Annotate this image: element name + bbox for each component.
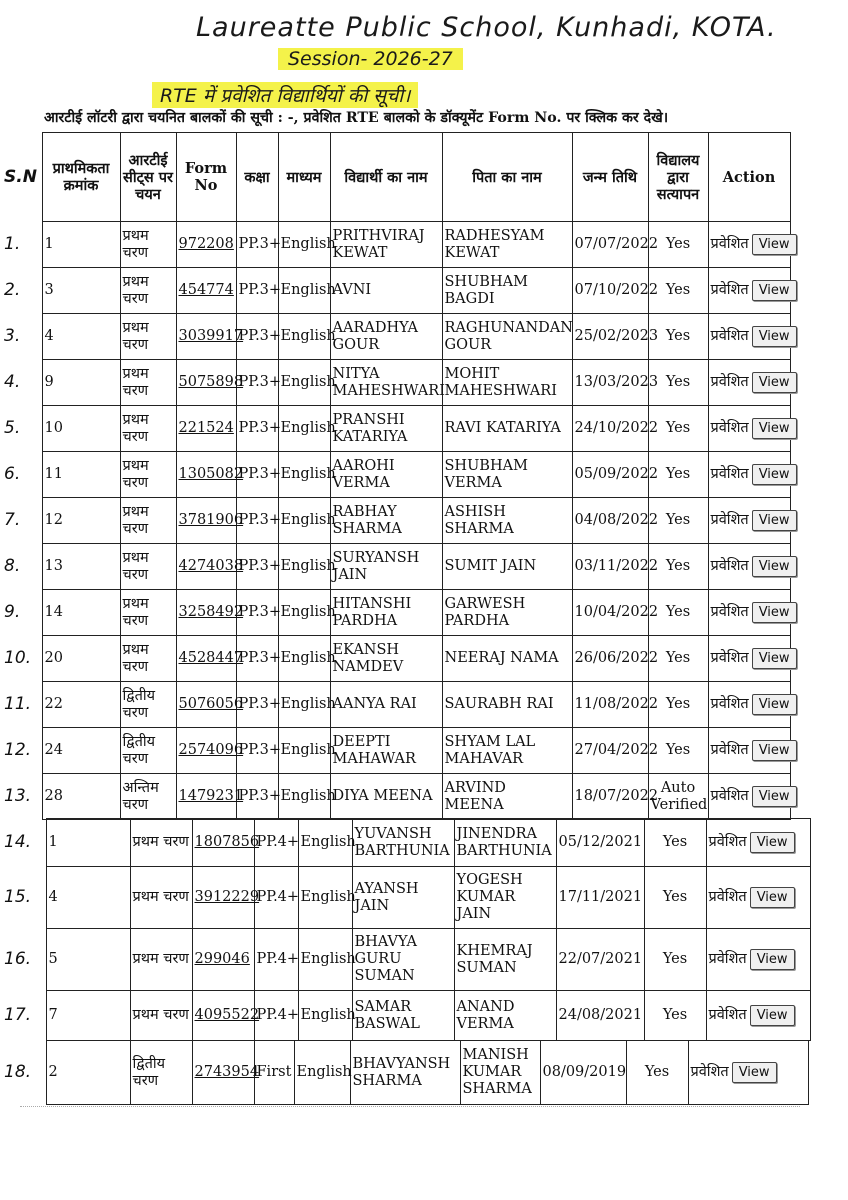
father-name: SUMIT JAIN <box>442 544 572 590</box>
table-row <box>0 991 810 1041</box>
dob-cell: 18/07/2022 <box>572 774 648 820</box>
medium-cell: English <box>278 314 330 360</box>
student-name: HITANSHI PARDHA <box>330 590 442 636</box>
table-row <box>0 867 810 929</box>
table-row <box>0 728 790 774</box>
table-header <box>0 133 790 222</box>
class-cell: PP.3+ <box>236 314 278 360</box>
medium-cell: English <box>278 544 330 590</box>
priority-cell: 4 <box>42 314 120 360</box>
seats-cell: प्रथम चरण <box>120 406 176 452</box>
medium-cell: English <box>298 991 352 1041</box>
class-cell: PP.4+ <box>254 867 298 929</box>
dob-cell: 22/07/2021 <box>556 929 644 991</box>
priority-cell: 12 <box>42 498 120 544</box>
view-button[interactable]: View <box>750 1005 795 1026</box>
class-cell: PP.3+ <box>236 222 278 268</box>
form-no-link[interactable]: 1479231 <box>176 774 236 820</box>
status-label: प्रवेशित <box>710 328 749 344</box>
seats-cell: प्रथम चरण <box>130 819 192 867</box>
action-cell <box>708 222 790 268</box>
view-button[interactable]: View <box>752 418 797 439</box>
form-no-link[interactable]: 3912229 <box>192 867 254 929</box>
verify-cell: Yes <box>648 544 708 590</box>
table-row <box>0 774 790 820</box>
class-cell: PP.3+ <box>236 774 278 820</box>
seats-cell: प्रथम चरण <box>120 268 176 314</box>
class-cell: PP.3+ <box>236 452 278 498</box>
header-seats: आरटीई सीट्स पर चयन <box>120 133 176 222</box>
form-no-link[interactable]: 1305082 <box>176 452 236 498</box>
class-cell: PP.3+ <box>236 268 278 314</box>
row-sn: 3. <box>4 326 21 346</box>
student-name: NITYA MAHESHWARI <box>330 360 442 406</box>
status-label: प्रवेशित <box>690 1064 729 1080</box>
table-body <box>0 819 810 1041</box>
verify-cell: Yes <box>644 991 706 1041</box>
view-button[interactable]: View <box>752 234 797 255</box>
action-cell <box>706 929 810 991</box>
form-no-link[interactable]: 299046 <box>192 929 254 991</box>
verify-cell: Yes <box>648 590 708 636</box>
action-cell <box>708 590 790 636</box>
footer-dotted-line <box>20 1106 800 1107</box>
table-row <box>0 819 810 867</box>
class-cell: PP.3+ <box>236 636 278 682</box>
form-no-link[interactable]: 4528447 <box>176 636 236 682</box>
verify-cell: Yes <box>644 929 706 991</box>
school-name: Laureatte Public School, Kunhadi, KOTA. <box>196 12 777 43</box>
seats-cell: प्रथम चरण <box>130 991 192 1041</box>
form-no-link[interactable]: 3039917 <box>176 314 236 360</box>
seats-cell: प्रथम चरण <box>120 452 176 498</box>
priority-cell: 3 <box>42 268 120 314</box>
student-name: DEEPTI MAHAWAR <box>330 728 442 774</box>
father-name: RAGHUNANDAN GOUR <box>442 314 572 360</box>
seats-cell: प्रथम चरण <box>120 498 176 544</box>
priority-cell: 28 <box>42 774 120 820</box>
medium-cell: English <box>298 867 352 929</box>
seats-cell: प्रथम चरण <box>120 314 176 360</box>
action-cell <box>708 544 790 590</box>
dob-cell: 13/03/2023 <box>572 360 648 406</box>
father-name: ARVIND MEENA <box>442 774 572 820</box>
row-sn: 7. <box>4 510 21 530</box>
action-cell <box>708 360 790 406</box>
medium-cell: English <box>298 819 352 867</box>
form-no-link[interactable]: 2743954 <box>192 1041 254 1105</box>
verify-cell: Yes <box>648 268 708 314</box>
status-label: प्रवेशित <box>710 650 749 666</box>
father-name: NEERAJ NAMA <box>442 636 572 682</box>
action-cell <box>708 268 790 314</box>
medium-cell: English <box>278 728 330 774</box>
rte-table-pp4 <box>0 818 811 1041</box>
seats-cell: द्वितीय चरण <box>130 1041 192 1105</box>
class-cell: First <box>254 1041 294 1105</box>
action-cell <box>706 991 810 1041</box>
seats-cell: प्रथम चरण <box>120 222 176 268</box>
medium-cell: English <box>278 498 330 544</box>
view-button[interactable]: View <box>752 556 797 577</box>
student-name: AAROHI VERMA <box>330 452 442 498</box>
medium-cell: English <box>278 452 330 498</box>
form-no-link[interactable]: 5076056 <box>176 682 236 728</box>
form-no-link[interactable]: 2574096 <box>176 728 236 774</box>
class-cell: PP.3+ <box>236 682 278 728</box>
form-no-link[interactable]: 221524 <box>176 406 236 452</box>
verify-cell: Yes <box>648 682 708 728</box>
row-sn: 1. <box>4 234 21 254</box>
rte-table-pp3 <box>0 132 791 820</box>
header-sn: S.N <box>4 166 37 187</box>
action-cell <box>708 406 790 452</box>
status-label: प्रवेशित <box>708 951 747 967</box>
class-cell: PP.3+ <box>236 590 278 636</box>
form-no-link[interactable]: 3781906 <box>176 498 236 544</box>
view-button[interactable]: View <box>752 786 797 807</box>
student-name: AVNI <box>330 268 442 314</box>
seats-cell: द्वितीय चरण <box>120 728 176 774</box>
row-sn: 12. <box>4 740 32 760</box>
form-no-link[interactable]: 972208 <box>176 222 236 268</box>
row-sn: 15. <box>4 887 32 907</box>
priority-cell: 1 <box>42 222 120 268</box>
action-cell <box>706 819 810 867</box>
dob-cell: 05/12/2021 <box>556 819 644 867</box>
seats-cell: प्रथम चरण <box>130 867 192 929</box>
medium-cell: English <box>294 1041 350 1105</box>
action-cell <box>708 774 790 820</box>
action-cell <box>708 314 790 360</box>
dob-cell: 10/04/2022 <box>572 590 648 636</box>
header-dob: जन्म तिथि <box>572 133 648 222</box>
dob-cell: 26/06/2022 <box>572 636 648 682</box>
form-no-link[interactable]: 4274038 <box>176 544 236 590</box>
status-label: प्रवेशित <box>710 558 749 574</box>
row-sn: 8. <box>4 556 21 576</box>
header-medium: माध्यम <box>278 133 330 222</box>
priority-cell: 5 <box>46 929 130 991</box>
row-sn: 17. <box>4 1005 32 1025</box>
medium-cell: English <box>278 682 330 728</box>
father-name: ANAND VERMA <box>454 991 556 1041</box>
father-name: KHEMRAJ SUMAN <box>454 929 556 991</box>
header-class: कक्षा <box>236 133 278 222</box>
action-cell <box>708 498 790 544</box>
seats-cell: प्रथम चरण <box>120 590 176 636</box>
dob-cell: 25/02/2023 <box>572 314 648 360</box>
action-cell <box>708 636 790 682</box>
session-label: Session- 2026-27 <box>278 48 463 70</box>
student-name: AYANSH JAIN <box>352 867 454 929</box>
priority-cell: 20 <box>42 636 120 682</box>
student-name: SURYANSH JAIN <box>330 544 442 590</box>
medium-cell: English <box>278 268 330 314</box>
priority-cell: 24 <box>42 728 120 774</box>
table-row <box>0 314 790 360</box>
priority-cell: 13 <box>42 544 120 590</box>
priority-cell: 14 <box>42 590 120 636</box>
table-row <box>0 360 790 406</box>
class-cell: PP.4+ <box>254 819 298 867</box>
table-row <box>0 498 790 544</box>
header-priority: प्राथमिकता क्रमांक <box>42 133 120 222</box>
table-row <box>0 590 790 636</box>
table-row <box>0 682 790 728</box>
verify-cell: Yes <box>626 1041 688 1105</box>
priority-cell: 4 <box>46 867 130 929</box>
status-label: प्रवेशित <box>710 696 749 712</box>
student-name: RABHAY SHARMA <box>330 498 442 544</box>
form-no-link[interactable]: 454774 <box>176 268 236 314</box>
header-verify: विद्यालय द्वारा सत्यापन <box>648 133 708 222</box>
priority-cell: 22 <box>42 682 120 728</box>
view-button[interactable]: View <box>750 887 795 908</box>
view-button[interactable]: View <box>752 326 797 347</box>
row-sn: 6. <box>4 464 21 484</box>
view-button[interactable]: View <box>752 464 797 485</box>
student-name: YUVANSH BARTHUNIA <box>352 819 454 867</box>
medium-cell: English <box>278 636 330 682</box>
dob-cell: 05/09/2022 <box>572 452 648 498</box>
student-name: AARADHYA GOUR <box>330 314 442 360</box>
form-no-link[interactable]: 1807856 <box>192 819 254 867</box>
view-button[interactable]: View <box>752 740 797 761</box>
father-name: RAVI KATARIYA <box>442 406 572 452</box>
status-label: प्रवेशित <box>710 742 749 758</box>
table-row <box>0 544 790 590</box>
verify-cell: Yes <box>648 498 708 544</box>
dob-cell: 24/08/2021 <box>556 991 644 1041</box>
medium-cell: English <box>278 222 330 268</box>
priority-cell: 1 <box>46 819 130 867</box>
status-label: प्रवेशित <box>708 889 747 905</box>
student-name: AANYA RAI <box>330 682 442 728</box>
verify-cell: Yes <box>648 222 708 268</box>
dob-cell: 08/09/2019 <box>540 1041 626 1105</box>
action-cell <box>708 682 790 728</box>
father-name: GARWESH PARDHA <box>442 590 572 636</box>
dob-cell: 27/04/2022 <box>572 728 648 774</box>
view-button[interactable]: View <box>750 949 795 970</box>
father-name: SHUBHAM VERMA <box>442 452 572 498</box>
status-label: प्रवेशित <box>710 788 749 804</box>
father-name: MANISH KUMAR SHARMA <box>460 1041 540 1105</box>
dob-cell: 24/10/2022 <box>572 406 648 452</box>
verify-cell: Yes <box>644 867 706 929</box>
view-button[interactable]: View <box>750 832 795 853</box>
table-row <box>0 268 790 314</box>
dob-cell: 04/08/2022 <box>572 498 648 544</box>
row-sn: 4. <box>4 372 21 392</box>
student-name: PRANSHI KATARIYA <box>330 406 442 452</box>
row-sn: 5. <box>4 418 21 438</box>
verify-cell: Yes <box>648 636 708 682</box>
father-name: JINENDRA BARTHUNIA <box>454 819 556 867</box>
rte-table-first <box>0 1040 809 1105</box>
verify-cell: Auto Verified <box>648 774 708 820</box>
class-cell: PP.3+ <box>236 544 278 590</box>
dob-cell: 07/10/2022 <box>572 268 648 314</box>
medium-cell: English <box>278 590 330 636</box>
medium-cell: English <box>278 774 330 820</box>
view-button[interactable]: View <box>752 372 797 393</box>
table-body <box>0 222 790 820</box>
table-row <box>0 452 790 498</box>
priority-cell: 10 <box>42 406 120 452</box>
student-name: BHAVYA GURU SUMAN <box>352 929 454 991</box>
priority-cell: 9 <box>42 360 120 406</box>
seats-cell: द्वितीय चरण <box>120 682 176 728</box>
header-form: Form No <box>176 133 236 222</box>
student-name: DIYA MEENA <box>330 774 442 820</box>
verify-cell: Yes <box>648 452 708 498</box>
view-button[interactable]: View <box>752 510 797 531</box>
view-button[interactable]: View <box>752 694 797 715</box>
row-sn: 11. <box>4 694 32 714</box>
class-cell: PP.3+ <box>236 406 278 452</box>
medium-cell: English <box>278 406 330 452</box>
header-father: पिता का नाम <box>442 133 572 222</box>
student-name: PRITHVIRAJ KEWAT <box>330 222 442 268</box>
class-cell: PP.3+ <box>236 360 278 406</box>
form-no-link[interactable]: 4095522 <box>192 991 254 1041</box>
father-name: SAURABH RAI <box>442 682 572 728</box>
header-action: Action <box>708 133 790 222</box>
table-row <box>0 929 810 991</box>
view-button[interactable]: View <box>752 648 797 669</box>
row-sn: 2. <box>4 280 21 300</box>
view-button[interactable]: View <box>732 1062 777 1083</box>
dob-cell: 03/11/2022 <box>572 544 648 590</box>
verify-cell: Yes <box>648 406 708 452</box>
row-sn: 14. <box>4 832 32 852</box>
form-no-link[interactable]: 5075898 <box>176 360 236 406</box>
verify-cell: Yes <box>644 819 706 867</box>
verify-cell: Yes <box>648 728 708 774</box>
subtitle: आरटीई लॉटरी द्वारा चयनित बालकों की सूची : -, प्रवेशित RTE बालको के डॉक्यूमेंट Form No. पर क्लिक कर देखे। <box>44 110 669 126</box>
student-name: SAMAR BASWAL <box>352 991 454 1041</box>
medium-cell: English <box>298 929 352 991</box>
student-name: EKANSH NAMDEV <box>330 636 442 682</box>
verify-cell: Yes <box>648 314 708 360</box>
class-cell: PP.4+ <box>254 929 298 991</box>
header-student: विद्यार्थी का नाम <box>330 133 442 222</box>
table-row <box>0 222 790 268</box>
seats-cell: प्रथम चरण <box>120 636 176 682</box>
class-cell: PP.3+ <box>236 728 278 774</box>
dob-cell: 17/11/2021 <box>556 867 644 929</box>
seats-cell: प्रथम चरण <box>120 360 176 406</box>
priority-cell: 7 <box>46 991 130 1041</box>
status-label: प्रवेशित <box>710 236 749 252</box>
priority-cell: 11 <box>42 452 120 498</box>
view-button[interactable]: View <box>752 280 797 301</box>
status-label: प्रवेशित <box>708 834 747 850</box>
father-name: RADHESYAM KEWAT <box>442 222 572 268</box>
dob-cell: 11/08/2022 <box>572 682 648 728</box>
seats-cell: प्रथम चरण <box>130 929 192 991</box>
father-name: SHUBHAM BAGDI <box>442 268 572 314</box>
row-sn: 18. <box>4 1062 32 1082</box>
status-label: प्रवेशित <box>710 374 749 390</box>
list-title: RTE में प्रवेशित विद्यार्थियों की सूची। <box>152 82 418 108</box>
table-body <box>0 1041 808 1105</box>
status-label: प्रवेशित <box>710 466 749 482</box>
class-cell: PP.3+ <box>236 498 278 544</box>
row-sn: 10. <box>4 648 32 668</box>
seats-cell: अन्तिम चरण <box>120 774 176 820</box>
verify-cell: Yes <box>648 360 708 406</box>
status-label: प्रवेशित <box>710 512 749 528</box>
table-row <box>0 406 790 452</box>
student-name: BHAVYANSH SHARMA <box>350 1041 460 1105</box>
status-label: प्रवेशित <box>710 420 749 436</box>
action-cell <box>708 728 790 774</box>
row-sn: 9. <box>4 602 21 622</box>
father-name: SHYAM LAL MAHAVAR <box>442 728 572 774</box>
father-name: YOGESH KUMAR JAIN <box>454 867 556 929</box>
action-cell <box>708 452 790 498</box>
seats-cell: प्रथम चरण <box>120 544 176 590</box>
view-button[interactable]: View <box>752 602 797 623</box>
priority-cell: 2 <box>46 1041 130 1105</box>
father-name: ASHISH SHARMA <box>442 498 572 544</box>
status-label: प्रवेशित <box>710 282 749 298</box>
father-name: MOHIT MAHESHWARI <box>442 360 572 406</box>
status-label: प्रवेशित <box>708 1007 747 1023</box>
class-cell: PP.4+ <box>254 991 298 1041</box>
dob-cell: 07/07/2022 <box>572 222 648 268</box>
table-row <box>0 1041 808 1105</box>
action-cell <box>688 1041 808 1105</box>
form-no-link[interactable]: 3258492 <box>176 590 236 636</box>
action-cell <box>706 867 810 929</box>
status-label: प्रवेशित <box>710 604 749 620</box>
table-row <box>0 636 790 682</box>
medium-cell: English <box>278 360 330 406</box>
row-sn: 16. <box>4 949 32 969</box>
row-sn: 13. <box>4 786 32 806</box>
